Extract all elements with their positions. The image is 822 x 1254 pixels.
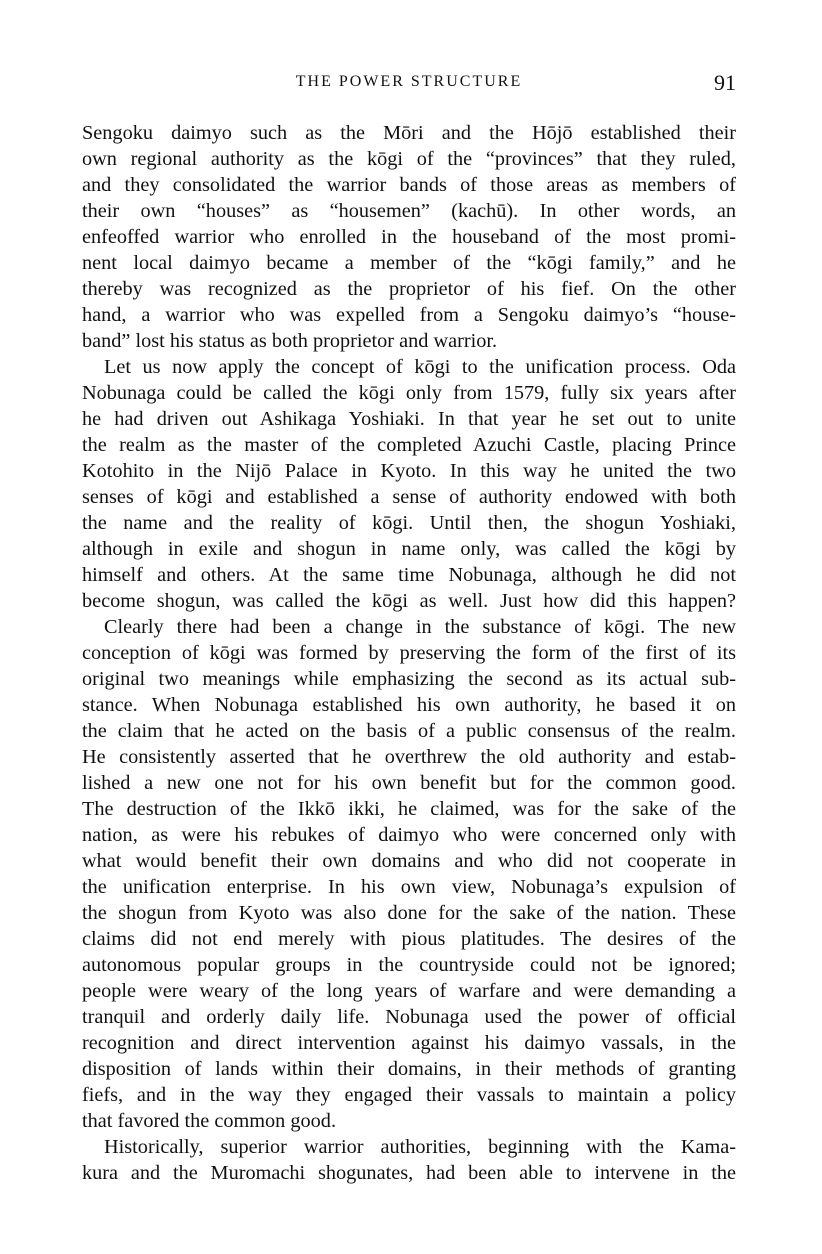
text-line: become shogun, was called the kōgi as well. Just how did this happen? bbox=[82, 590, 736, 612]
text-line: the unification enterprise. In his own view, Nobunaga’s expulsion of bbox=[82, 876, 736, 898]
text-line: Nobunaga could be called the kōgi only from 1579, fully six years after bbox=[82, 382, 736, 404]
text-line: Historically, superior warrior authorities, beginning with the Kama- bbox=[104, 1136, 736, 1158]
text-line: the name and the reality of kōgi. Until then, the shogun Yoshiaki, bbox=[82, 512, 736, 534]
text-line: he had driven out Ashikaga Yoshiaki. In that year he set out to unite bbox=[82, 408, 736, 430]
text-line: although in exile and shogun in name only, was called the kōgi by bbox=[82, 538, 736, 560]
text-line: nation, as were his rebukes of daimyo who were concerned only with bbox=[82, 824, 736, 846]
text-line: hand, a warrior who was expelled from a Sengoku daimyo’s “house- bbox=[82, 304, 736, 326]
text-line: conception of kōgi was formed by preserving the form of the first of its bbox=[82, 642, 736, 664]
running-head bbox=[82, 70, 736, 98]
text-line: fiefs, and in the way they engaged their vassals to maintain a policy bbox=[82, 1084, 736, 1106]
text-line: recognition and direct intervention against his daimyo vassals, in the bbox=[82, 1032, 736, 1054]
text-line: people were weary of the long years of warfare and were demanding a bbox=[82, 980, 736, 1002]
text-line: stance. When Nobunaga established his own authority, he based it on bbox=[82, 694, 736, 716]
text-line: nent local daimyo became a member of the “kōgi family,” and he bbox=[82, 252, 736, 274]
text-line: the realm as the master of the completed Azuchi Castle, placing Prince bbox=[82, 434, 736, 456]
text-line: He consistently asserted that he overthrew the old authority and estab- bbox=[82, 746, 736, 768]
text-line: lished a new one not for his own benefit but for the common good. bbox=[82, 772, 736, 794]
text-line: enfeoffed warrior who enrolled in the houseband of the most promi- bbox=[82, 226, 736, 248]
text-line: himself and others. At the same time Nobunaga, although he did not bbox=[82, 564, 736, 586]
text-line: autonomous popular groups in the countryside could not be ignored; bbox=[82, 954, 736, 976]
text-line: and they consolidated the warrior bands of those areas as members of bbox=[82, 174, 736, 196]
text-line: tranquil and orderly daily life. Nobunaga used the power of official bbox=[82, 1006, 736, 1028]
text-line: Sengoku daimyo such as the Mōri and the Hōjō established their bbox=[82, 122, 736, 144]
text-line: kura and the Muromachi shogunates, had been able to intervene in the bbox=[82, 1162, 736, 1184]
text-line: original two meanings while emphasizing the second as its actual sub- bbox=[82, 668, 736, 690]
text-line: their own “houses” as “housemen” (kachū). In other words, an bbox=[82, 200, 736, 222]
text-line: the claim that he acted on the basis of a public consensus of the realm. bbox=[82, 720, 736, 742]
text-line: Clearly there had been a change in the substance of kōgi. The new bbox=[104, 616, 736, 638]
text-line: disposition of lands within their domains, in their methods of granting bbox=[82, 1058, 736, 1080]
text-line: claims did not end merely with pious platitudes. The desires of the bbox=[82, 928, 736, 950]
text-line: senses of kōgi and established a sense of authority endowed with both bbox=[82, 486, 736, 508]
page-number: 91 bbox=[714, 70, 736, 95]
text-line: Let us now apply the concept of kōgi to the unification process. Oda bbox=[104, 356, 736, 378]
text-line: thereby was recognized as the proprietor of his fief. On the other bbox=[82, 278, 736, 300]
text-line: own regional authority as the kōgi of the “provinces” that they ruled, bbox=[82, 148, 736, 170]
running-title: THE POWER STRUCTURE bbox=[295, 73, 523, 90]
text-line: Kotohito in the Nijō Palace in Kyoto. In this way he united the two bbox=[82, 460, 736, 482]
text-line: the shogun from Kyoto was also done for the sake of the nation. These bbox=[82, 902, 736, 924]
text-line: that favored the common good. bbox=[82, 1110, 337, 1132]
text-line: The destruction of the Ikkō ikki, he claimed, was for the sake of the bbox=[82, 798, 736, 820]
body-text bbox=[82, 120, 736, 1186]
text-line: what would benefit their own domains and who did not cooperate in bbox=[82, 850, 736, 872]
text-line: band” lost his status as both proprietor and warrior. bbox=[82, 330, 498, 352]
